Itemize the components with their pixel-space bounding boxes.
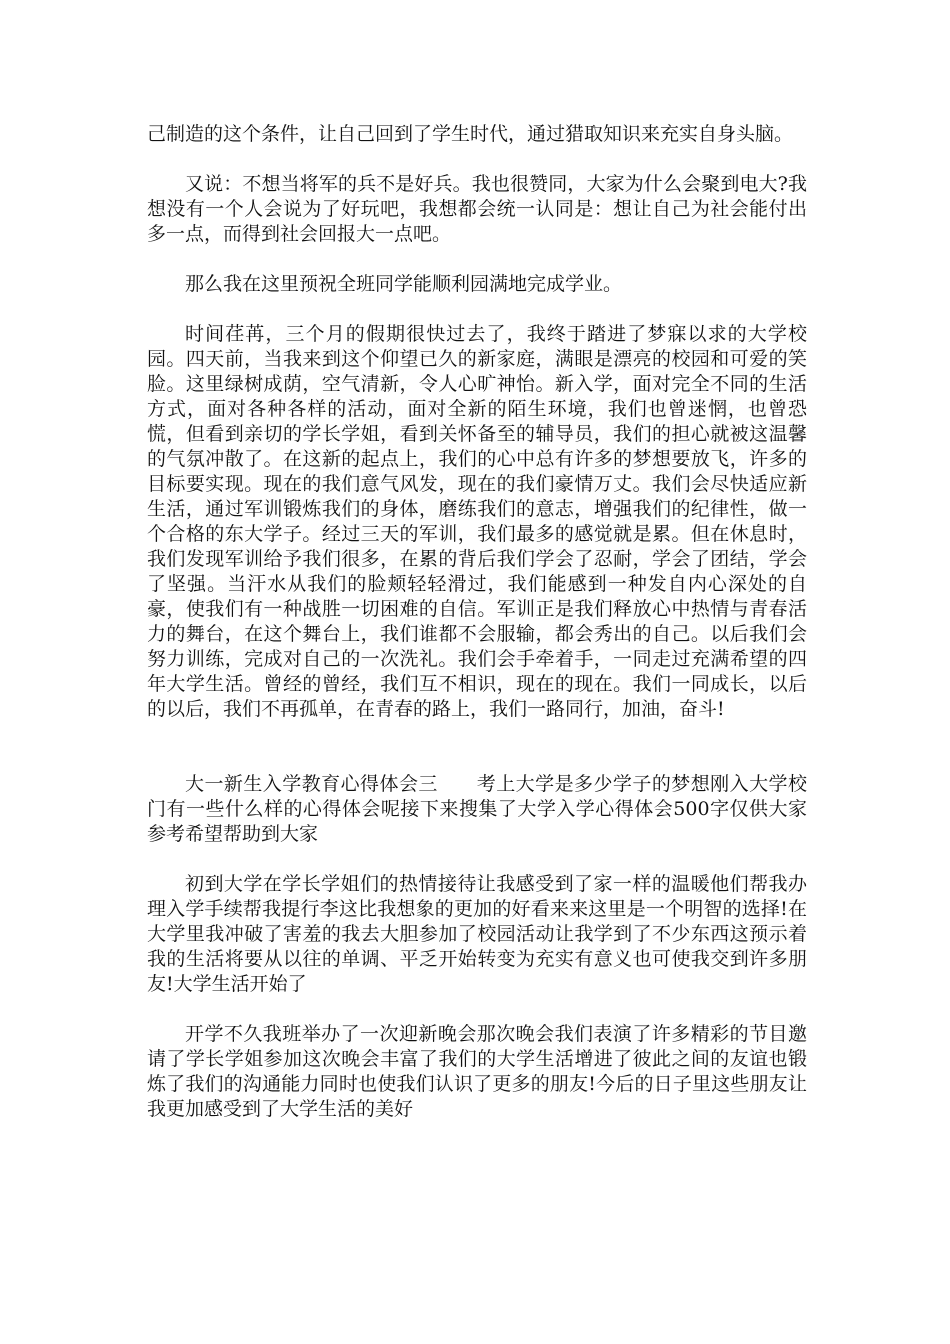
paragraph: 那么我在这里预祝全班同学能顺利园满地完成学业。 [185, 273, 623, 295]
paragraph: 开学不久我班举办了一次迎新晚会那次晚会我们表演了许多精彩的节目邀请了学长学姐参加这次晚会丰富了我们的大学生活增进了彼此之间的友谊也锻炼了我们的沟通能力同时也使我们认识了更多的朋友!今后的日子里这些朋友让我更加感受到了大学生活的美好 [147, 1023, 807, 1120]
paragraph: 又说：不想当将军的兵不是好兵。我也很赞同，大家为什么会聚到电大?我想没有一个人会说为了好玩吧，我想都会统一认同是：想让自己为社会能付出多一点，而得到社会回报大一点吧。 [147, 173, 807, 245]
paragraph: 时间荏苒，三个月的假期很快过去了，我终于踏进了梦寐以求的大学校园。四天前，当我来到这个仰望已久的新家庭，满眼是漂亮的校园和可爱的笑脸。这里绿树成荫，空气清新，令人心旷神怡。新入学，面对完全不同的生活方式，面对各种各样的活动，面对全新的陌生环境，我们也曾迷惘，也曾恐慌，但看到亲切的学长学姐，看到关怀备至的辅导员，我们的担心就被这温馨的气氛冲散了。在这新的起点上，我们的心中总有许多的梦想要放飞，许多的目标要实现。现在的我们意气风发，现在的我们豪情万丈。我们会尽快适应新生活，通过军训锻炼我们的身体，磨练我们的意志，增强我们的纪律性，做一个合格的东大学子。经过三天的军训，我们最多的感觉就是累。但在休息时，我们发现军训给予我们很多，在累的背后我们学会了忍耐，学会了团结，学会了坚强。当汗水从我们的脸颊轻轻滑过，我们能感到一种发自内心深处的自豪，使我们有一种战胜一切困难的自信。军训正是我们释放心中热情与青春活力的舞台，在这个舞台上，我们谁都不会服输，都会秀出的自己。以后我们会努力训练，完成对自己的一次洗礼。我们会手牵着手，一同走过充满希望的四年大学生活。曾经的曾经，我们互不相识，现在的现在。我们一同成长，以后的以后，我们不再孤单，在青春的路上，我们一路同行，加油，奋斗! [147, 323, 807, 720]
paragraph-continuation: 己制造的这个条件，让自己回到了学生时代，通过猎取知识来充实自身头脑。 [147, 123, 794, 145]
paragraph: 初到大学在学长学姐们的热情接待让我感受到了家一样的温暖他们帮我办理入学手续帮我提行李这比我想象的更加的好看来来这里是一个明智的选择!在大学里我冲破了害羞的我去大胆参加了校园活动让我学到了不少东西这预示着我的生活将要从以往的单调、平乏开始转变为充实有意义也可使我交到许多朋友!大学生活开始了 [147, 873, 807, 995]
document-body [147, 122, 807, 1122]
section-heading-paragraph: 大一新生入学教育心得体会三 考上大学是多少学子的梦想刚入大学校门有一些什么样的心得体会呢接下来搜集了大学入学心得体会500字仅供大家参考希望帮助到大家 [147, 773, 807, 845]
